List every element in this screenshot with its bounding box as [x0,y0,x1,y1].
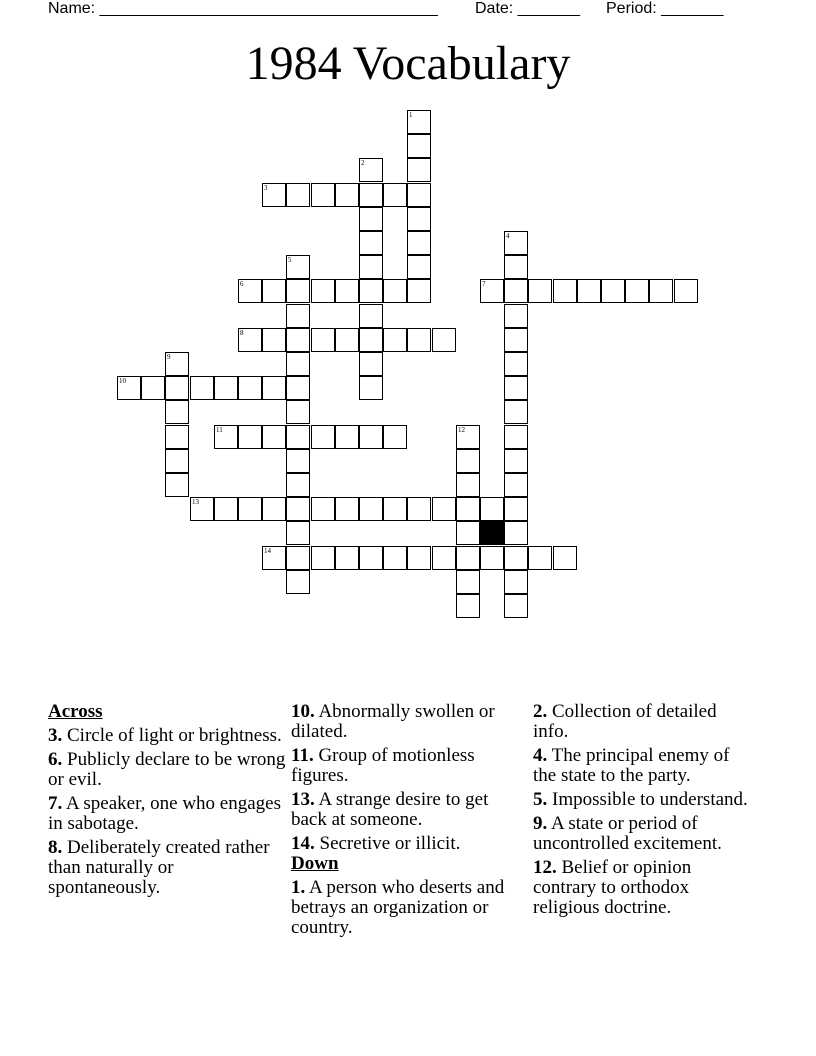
clue-item [533,814,748,854]
clue-item-text: Impossible to understand. [547,789,748,810]
grid-cell[interactable] [407,183,431,207]
clue-item [291,746,527,786]
grid-cell[interactable] [383,425,407,449]
grid-cell[interactable] [238,497,262,521]
grid-cell[interactable] [504,400,528,424]
clue-number: 9 [167,353,171,361]
period-field[interactable]: Period: _______ [606,0,724,17]
clue-number: 14 [264,547,271,555]
grid-cell[interactable] [577,279,601,303]
grid-cell[interactable] [335,425,359,449]
grid-cell[interactable] [141,376,165,400]
clue-item-text: Deliberately created rather than naturally or spontaneously. [48,837,270,898]
grid-cell[interactable] [504,255,528,279]
grid-cell[interactable] [286,183,310,207]
grid-cell[interactable] [359,376,383,400]
grid-cell[interactable] [649,279,673,303]
grid-cell[interactable] [383,497,407,521]
grid-cell[interactable] [407,158,431,182]
clues-column-1 [48,702,288,902]
grid-cell[interactable] [286,304,310,328]
clue-item [48,750,288,790]
clue-item-number: 5. [533,789,548,810]
clue-item-text: A state or period of uncontrolled excitement. [533,813,722,854]
grid-cell[interactable] [456,449,480,473]
grid-cell[interactable] [359,497,383,521]
clue-number: 4 [506,232,510,240]
grid-cell[interactable] [504,473,528,497]
grid-cell[interactable] [504,279,528,303]
grid-cell[interactable] [359,207,383,231]
grid-cell[interactable] [359,279,383,303]
grid-cell[interactable] [262,425,286,449]
grid-cell[interactable] [407,110,431,134]
grid-cell[interactable] [528,546,552,570]
clue-item [48,726,288,746]
grid-cell[interactable] [432,546,456,570]
grid-cell[interactable] [407,546,431,570]
grid-cell[interactable] [286,521,310,545]
clue-number: 1 [409,111,413,119]
clue-number: 12 [458,426,465,434]
clue-item-text: Publicly declare to be wrong or evil. [48,749,286,790]
grid-cell[interactable] [456,594,480,618]
grid-cell[interactable] [480,497,504,521]
grid-cell[interactable] [286,328,310,352]
grid-cell[interactable] [214,425,238,449]
grid-cell[interactable] [432,497,456,521]
clue-item [291,702,527,742]
grid-cell[interactable] [262,376,286,400]
grid-cell[interactable] [504,594,528,618]
grid-cell[interactable] [286,497,310,521]
grid-cell[interactable] [359,158,383,182]
grid-cell[interactable] [238,425,262,449]
grid-cell[interactable] [625,279,649,303]
grid-cell[interactable] [456,497,480,521]
grid-cell[interactable] [432,328,456,352]
grid-cell[interactable] [262,328,286,352]
clue-item-text: Secretive or illicit. [314,833,461,854]
grid-cell[interactable] [286,570,310,594]
grid-cell[interactable] [674,279,698,303]
grid-cell[interactable] [407,255,431,279]
clue-item-number: 13. [291,789,315,810]
clue-item [533,746,748,786]
grid-cell[interactable] [262,497,286,521]
grid-cell[interactable] [311,425,335,449]
clue-number: 6 [240,280,244,288]
grid-cell[interactable] [286,546,310,570]
grid-cell[interactable] [311,183,335,207]
grid-cell[interactable] [262,546,286,570]
grid-cell[interactable] [601,279,625,303]
grid-cell[interactable] [359,328,383,352]
grid-cell[interactable] [165,425,189,449]
grid-cell[interactable] [407,231,431,255]
clue-item-number: 9. [533,813,548,834]
clue-item-number: 11. [291,745,314,766]
grid-cell[interactable] [383,183,407,207]
grid-cell[interactable] [359,304,383,328]
clues-column-2 [291,702,527,942]
grid-cell[interactable] [262,279,286,303]
clue-item [48,794,288,834]
clue-item [291,878,527,938]
clues-column-3 [533,702,748,922]
grid-cell[interactable] [117,376,141,400]
clue-item-number: 10. [291,701,315,722]
grid-cell[interactable] [335,279,359,303]
page-title: 1984 Vocabulary [245,37,571,90]
grid-cell[interactable] [238,279,262,303]
grid-cell[interactable] [359,352,383,376]
across-heading: Across [48,701,103,722]
clue-item-text: Collection of detailed info. [533,701,717,742]
date-field[interactable]: Date: _______ [475,0,580,17]
grid-cell[interactable] [311,279,335,303]
clue-item [48,838,288,898]
grid-cell[interactable] [286,352,310,376]
grid-cell[interactable] [504,328,528,352]
grid-cell[interactable] [359,183,383,207]
clue-item [533,702,748,742]
name-field[interactable]: Name: ______________________________________ [48,0,438,17]
clue-item-text: Abnormally swollen or dilated. [291,701,495,742]
clue-item-text: Belief or opinion contrary to orthodox religious doctrine. [533,857,692,918]
grid-cell[interactable] [286,425,310,449]
clue-number: 7 [482,280,486,288]
grid-cell[interactable] [214,376,238,400]
grid-cell[interactable] [165,449,189,473]
grid-cell[interactable] [504,352,528,376]
clue-item-number: 8. [48,837,63,858]
grid-cell[interactable] [480,546,504,570]
grid-cell[interactable] [335,497,359,521]
grid-cell[interactable] [311,497,335,521]
grid-cell[interactable] [335,546,359,570]
grid-cell[interactable] [238,376,262,400]
grid-cell[interactable] [553,546,577,570]
grid-cell[interactable] [262,183,286,207]
grid-cell[interactable] [286,400,310,424]
clue-item [291,790,527,830]
clue-number: 2 [361,159,365,167]
grid-cell[interactable] [456,425,480,449]
grid-cell[interactable] [286,255,310,279]
grid-cell[interactable] [504,425,528,449]
grid-cell[interactable] [214,497,238,521]
clue-item-text: A speaker, one who engages in sabotage. [48,793,281,834]
grid-cell[interactable] [359,231,383,255]
clue-item-text: The principal enemy of the state to the party. [533,745,730,786]
grid-cell[interactable] [383,546,407,570]
clue-item-text: Circle of light or brightness. [62,725,282,746]
clue-item [291,834,527,854]
grid-cell[interactable] [407,279,431,303]
grid-cell[interactable] [165,352,189,376]
clue-item-number: 6. [48,749,63,770]
grid-cell[interactable] [383,328,407,352]
grid-cell[interactable] [553,279,577,303]
grid-cell[interactable] [407,207,431,231]
grid-cell[interactable] [504,376,528,400]
clue-item-text: A strange desire to get back at someone. [291,789,489,830]
grid-cell[interactable] [456,570,480,594]
grid-cell[interactable] [504,546,528,570]
grid-cell[interactable] [456,521,480,545]
clue-number: 10 [119,377,126,385]
grid-cell[interactable] [311,546,335,570]
down-heading: Down [291,853,339,874]
grid-cell[interactable] [286,449,310,473]
clue-number: 5 [288,256,292,264]
clue-item-number: 7. [48,793,63,814]
grid-cell[interactable] [165,400,189,424]
grid-cell[interactable] [286,473,310,497]
grid-cell[interactable] [335,328,359,352]
grid-cell[interactable] [528,279,552,303]
grid-cell[interactable] [504,231,528,255]
grid-cell[interactable] [383,279,407,303]
grid-cell[interactable] [359,255,383,279]
grid-cell[interactable] [165,376,189,400]
grid-cell[interactable] [407,497,431,521]
grid-cell[interactable] [165,473,189,497]
grid-cell[interactable] [456,546,480,570]
grid-cell[interactable] [504,521,528,545]
grid-cell[interactable] [359,425,383,449]
grid-cell[interactable] [504,304,528,328]
clue-item-number: 2. [533,701,548,722]
grid-cell[interactable] [407,328,431,352]
clue-item-text: Group of motionless figures. [291,745,475,786]
grid-block [480,521,504,545]
clue-number: 11 [216,426,223,434]
grid-cell[interactable] [359,546,383,570]
clue-item [533,858,748,918]
grid-cell[interactable] [286,279,310,303]
grid-cell[interactable] [504,449,528,473]
clue-item-number: 12. [533,857,557,878]
grid-cell[interactable] [335,183,359,207]
clue-item-number: 3. [48,725,63,746]
grid-cell[interactable] [504,570,528,594]
clue-item-number: 4. [533,745,548,766]
clue-number: 3 [264,184,268,192]
grid-cell[interactable] [190,376,214,400]
grid-cell[interactable] [504,497,528,521]
grid-cell[interactable] [456,473,480,497]
clue-item-number: 14. [291,833,315,854]
clue-number: 8 [240,329,244,337]
clue-item-text: A person who deserts and betrays an organization or country. [291,877,505,938]
grid-cell[interactable] [238,328,262,352]
grid-cell[interactable] [286,376,310,400]
clue-number: 13 [192,498,199,506]
clue-item-number: 1. [291,877,306,898]
grid-cell[interactable] [407,134,431,158]
grid-cell[interactable] [190,497,214,521]
grid-cell[interactable] [311,328,335,352]
clue-item [533,790,748,810]
grid-cell[interactable] [480,279,504,303]
